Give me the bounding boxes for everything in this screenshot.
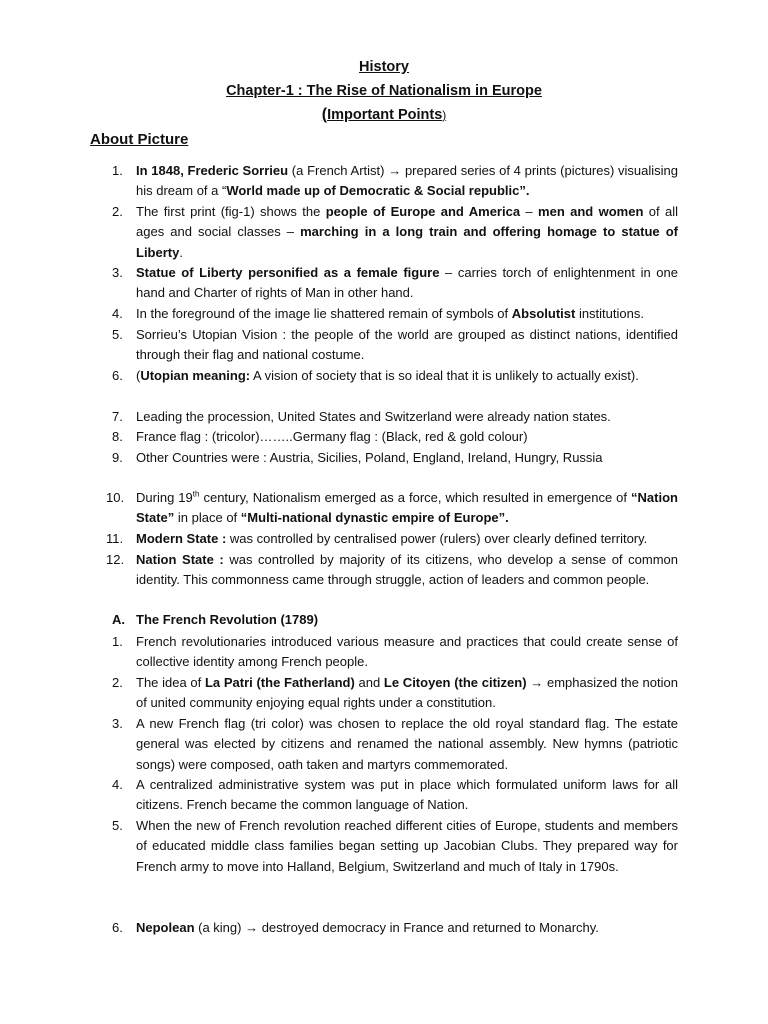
item-text: A new French flag (tri color) was chosen to replace the old royal standard flag. The estate general was elected by citizens and renamed the national assembly. New hymns (patriotic songs) were composed, oath taken and martyrs commemorated. bbox=[136, 716, 678, 772]
item-text: destroyed democracy in France and returned to Monarchy. bbox=[258, 920, 599, 935]
item-text-bold: La Patri (the Fatherland) bbox=[204, 675, 355, 690]
item-text: and bbox=[354, 675, 384, 690]
item-text: institutions. bbox=[575, 306, 644, 321]
item-text: In the foreground of the image lie shattered remain of symbols of bbox=[136, 306, 512, 321]
item-text: France flag : (tricolor)……..Germany flag : (Black, red & gold colour) bbox=[136, 429, 528, 444]
item-text: . bbox=[179, 244, 183, 260]
list-item bbox=[106, 488, 678, 529]
section-a-heading bbox=[112, 610, 318, 630]
item-text: ( bbox=[136, 368, 141, 383]
item-number: 5. bbox=[112, 327, 123, 342]
item-number: 1. bbox=[112, 634, 123, 649]
item-text: prepared series of 4 prints (pictures) visualising his dream of a “ bbox=[136, 163, 679, 199]
list-item bbox=[112, 918, 678, 938]
item-text: Leading the procession, United States and Switzerland were already nation states. bbox=[136, 409, 611, 424]
superscript: th bbox=[192, 489, 200, 499]
item-number: 10. bbox=[106, 490, 125, 505]
item-text: was controlled by centralised power (rulers) over clearly defined territory. bbox=[226, 531, 648, 546]
item-text-bold: Statue of Liberty personified as a female figure bbox=[136, 265, 440, 280]
item-number: 8. bbox=[112, 429, 123, 444]
item-number: 4. bbox=[112, 777, 123, 792]
section-heading-about-picture: About Picture bbox=[90, 131, 189, 148]
list-item bbox=[112, 263, 678, 304]
item-number: 6. bbox=[112, 368, 123, 383]
item-number: 12. bbox=[106, 552, 125, 567]
item-number: 9. bbox=[112, 450, 123, 465]
item-number: 2. bbox=[112, 675, 123, 690]
arrow-right-icon: → bbox=[245, 920, 259, 935]
item-text-bold: In 1848, Frederic Sorrieu bbox=[136, 163, 289, 178]
points-open-paren: ( bbox=[321, 106, 328, 123]
list-item bbox=[112, 202, 678, 263]
item-number: 1. bbox=[112, 163, 123, 178]
list-item bbox=[112, 407, 678, 427]
item-text-bold: men and women bbox=[538, 204, 644, 219]
item-text: The idea of bbox=[136, 675, 205, 690]
item-text: – bbox=[520, 204, 539, 219]
section-title: The French Revolution (1789) bbox=[136, 612, 319, 627]
list-item bbox=[106, 529, 678, 549]
arrow-right-icon: → bbox=[388, 163, 402, 178]
item-text: The first print (fig-1) shows the bbox=[136, 204, 326, 219]
item-text-bold: Utopian meaning: bbox=[140, 368, 251, 383]
section-letter: A. bbox=[112, 612, 125, 627]
item-text: Other Countries were : Austria, Sicilies, Poland, England, Ireland, Hungry, Russia bbox=[136, 450, 603, 465]
list-item bbox=[112, 161, 678, 202]
item-text: (a French Artist) bbox=[288, 163, 389, 178]
item-text-bold: “Nation State” bbox=[136, 490, 678, 526]
item-text-bold: Nation State : bbox=[136, 552, 224, 567]
item-text: century, Nationalism emerged as a force, which resulted in emergence of bbox=[199, 490, 632, 505]
subject-title: History bbox=[359, 59, 409, 75]
list-item bbox=[112, 673, 678, 714]
arrow-right-icon: → bbox=[530, 675, 544, 690]
points-label: Important Points bbox=[327, 107, 443, 123]
list-item bbox=[112, 714, 678, 775]
item-text: in place of bbox=[174, 510, 241, 526]
item-number: 6. bbox=[112, 920, 123, 935]
item-text: A centralized administrative system was put in place which formulated uniform laws for all citizens. French became the common language of Nation. bbox=[136, 777, 678, 813]
item-text: French revolutionaries introduced various measure and practices that could create sense of collective identity among French people. bbox=[136, 634, 678, 670]
item-text: emphasized the notion of united community enjoying equal rights under a constitution. bbox=[136, 675, 678, 711]
list-item bbox=[112, 427, 678, 447]
list-item bbox=[112, 775, 678, 816]
list-item bbox=[112, 304, 678, 324]
item-number: 11. bbox=[106, 531, 124, 546]
item-text-bold: marching in a long train and offering homage to statue of Liberty bbox=[136, 224, 678, 260]
item-text-bold: Absolutist bbox=[511, 306, 576, 321]
list-item bbox=[106, 550, 678, 591]
important-points-title bbox=[0, 105, 768, 125]
item-number: 4. bbox=[112, 306, 123, 321]
list-item bbox=[112, 366, 678, 386]
item-number: 3. bbox=[112, 265, 123, 280]
item-number: 7. bbox=[112, 409, 123, 424]
item-number: 2. bbox=[112, 204, 123, 219]
item-text: During 19 bbox=[136, 490, 193, 505]
item-text: Sorrieu’s Utopian Vision : the people of the world are grouped as distinct nations, identified through their flag and national costume. bbox=[136, 327, 678, 363]
item-text: of all ages and social classes – bbox=[136, 204, 678, 240]
list-item bbox=[112, 448, 678, 468]
item-text: A vision of society that is so ideal that it is unlikely to actually exist). bbox=[250, 368, 639, 383]
list-item bbox=[112, 325, 678, 366]
chapter-title: Chapter-1 : The Rise of Nationalism in Europe bbox=[226, 83, 542, 99]
item-text-bold: Nepolean bbox=[136, 920, 195, 935]
item-text-bold: Modern State : bbox=[136, 531, 227, 546]
item-text-bold: World made up of Democratic & Social republic”. bbox=[226, 183, 530, 199]
item-text-bold: Le Citoyen (the citizen) bbox=[383, 675, 527, 690]
item-number: 5. bbox=[112, 818, 123, 833]
item-text: When the new of French revolution reached different cities of Europe, students and members of educated middle class families began setting up Jacobian Clubs. They prepared way for French army to move into Halland, Belgium, Switzerland and much of Italy in 1790s. bbox=[136, 818, 678, 874]
item-text-bold: “Multi-national dynastic empire of Europe”. bbox=[240, 510, 509, 526]
item-text-bold: people of Europe and America bbox=[325, 204, 521, 219]
item-text: (a king) bbox=[194, 920, 246, 935]
points-close-paren: ) bbox=[442, 108, 447, 122]
item-text: was controlled by majority of its citizens, who develop a sense of common identity. This commonness came through struggle, action of leaders and common people. bbox=[136, 552, 678, 588]
list-item bbox=[112, 632, 678, 673]
item-text: – carries torch of enlightenment in one hand and Charter of rights of Man in other hand. bbox=[136, 265, 678, 301]
item-number: 3. bbox=[112, 716, 123, 731]
list-item bbox=[112, 816, 678, 877]
